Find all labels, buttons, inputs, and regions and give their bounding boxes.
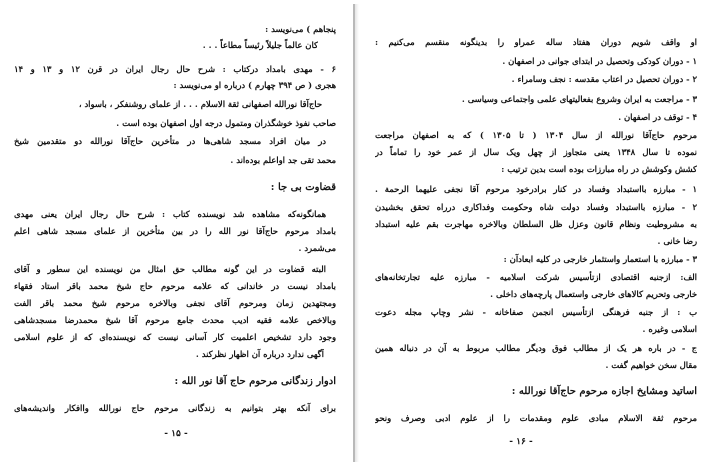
text-line: ۲ - دوران تحصیل در اعتاب مقدسه : نجف وسامراء . xyxy=(511,74,697,84)
text-line: حاج‌آقا نورالله اصفهانی ثقة الاسلام . . . از علمای روشنفکر ، باسواد ، xyxy=(78,99,322,109)
text-line: ۲ - مبارزه بااستبداد وفساد دولت شاه وحکومت وفداکاری درراه تحقق بخشیدن xyxy=(375,202,697,212)
text-line: ۶ - مهدی بامداد درکتاب : شرح حال رجال ایران در قرن ۱۲ و ۱۳ و ۱۴ xyxy=(14,64,336,74)
text-line: برای آنکه بهتر بتوانیم به زندگانی مرحوم حاج نورالله واافکار واندیشه‌های xyxy=(14,403,336,413)
text-line: الف: ازجنبه اقتصادی ازتأسیس شرکت اسلامیه - مبارزه علیه تجارتخانه‌های xyxy=(375,272,697,282)
text-line: کان عالماً جلیلاً رئیساً مطاعاً . . . xyxy=(202,40,318,50)
text-line: هجری ( ص ۳۹۴ چهارم ) درباره او می‌نویسد : xyxy=(173,80,336,90)
text-line: بامداد نیست در خاندانی که علامه مرحوم حاج شیخ محمد باقر استاد فقهاء xyxy=(14,281,336,291)
text-line: ۳ - مراجعت به ایران وشروع بفعالیتهای علمی واجتماعی وسیاسی . xyxy=(461,94,697,104)
text-line: در میان افراد مسجد شاهی‌ها در متأخرین حاج‌آقا نورالله دو متقدمین شیخ xyxy=(14,136,326,146)
text-line: وبالاخص علامه فقیه ادیب محدث جامع مرحوم آقا شیخ محمدرضا مسجدشاهی xyxy=(14,315,336,325)
text-line: ج - در باره هر یک از مطالب فوق ودیگر مطالب مربوط به آن در دنباله همین xyxy=(375,343,697,353)
text-line: محمد تقی جد اواعلم بوده‌اند . xyxy=(230,155,336,165)
text-line: همانگونه‌که مشاهده شد نویسنده کتاب : شرح حال رجال ایران یعنی مهدی xyxy=(14,209,326,219)
text-line: به مشروطیت ونظام قانون وعزل ظل السلطان وبالاخره مهاجرت بقم علیه استبداد xyxy=(375,219,697,229)
text-line: مقال سخن خواهیم گفت . xyxy=(605,360,697,370)
text-line: مرحوم ثقة الاسلام مبادی علوم ومقدمات را از علوم ادبی وصرف ونحو xyxy=(375,413,697,423)
page-16 xyxy=(359,0,712,466)
text-line: مرحوم حاج‌آقا نورالله از سال ۱۳۰۴ ( تا ۱۳۰۵ ) که به اصفهان مراجعت xyxy=(375,130,697,140)
page-number: - ۱۵ - xyxy=(164,429,188,439)
text-line: اسلامی وغیره . xyxy=(642,324,697,334)
text-line: وجود دارد تشخیص اعلمیت کار آسانی نیست که نویسنده‌ای که از علوم اسلامی xyxy=(14,332,336,342)
section-heading: ادوار زندگانی مرحوم حاج آقا نور الله : xyxy=(174,376,336,387)
text-line: صاحب نفوذ خوشگذران ومتمول درجه اول اصفهان بوده است . xyxy=(116,118,336,128)
text-line: ۱ - دوران کودکی وتحصیل در ابتدای جوانی در اصفهان . xyxy=(502,56,697,66)
text-line: رضا خانی . xyxy=(657,236,697,246)
text-line: ومجتهدین زمان ومرحوم آقای نجفی وبالاخره مرحوم شیخ محمد باقر الفت xyxy=(14,298,336,308)
text-line: البته قضاوت در این گونه مطالب حق امثال من نویسنده این سطور و آقای xyxy=(14,264,326,274)
section-heading: اساتید ومشایخ اجازه مرحوم حاج‌آقا نورالله : xyxy=(511,386,697,397)
text-line: خارجی وتحریم کالاهای خارجی واستعمال پارچه‌های داخلی . xyxy=(490,289,697,299)
text-line: او واقف شویم دوران هفتاد ساله عمراو را بدینگونه منقسم می‌کنیم : xyxy=(375,37,697,47)
text-line: ۳ - مبارزه با استعمار واستثمار خارجی در کلیه ابعادآن : xyxy=(503,254,697,264)
text-line: می‌شمرد . xyxy=(298,243,336,253)
text-line: بامداد مرحوم حاج‌آقا نور الله را در بین متأخرین از علمای مسجد شاهی اعلم xyxy=(14,226,336,236)
page-15 xyxy=(0,0,352,466)
text-line: ب : از جنبه فرهنگی ازتأسیس انجمن صفاخانه - نشر وچاپ مجله دعوت xyxy=(375,307,697,317)
text-line: آگهی ندارد درباره آن اظهار نظرکند . xyxy=(195,349,324,359)
section-heading: قضاوت بی جا : xyxy=(270,182,336,193)
text-line: نموده تا سال ۱۳۴۸ یعنی متجاوز از چهل ویک سال از عمر خود را تماماً در xyxy=(375,147,697,157)
text-line: ۱ - مبارزه بااستبداد وفساد در کنار برادرخود مرحوم آقا نجفی علیهما الرحمة . xyxy=(375,184,697,194)
text-line: کشش وکوشش در راه مبارزات بوده است بدین ترتیب : xyxy=(501,164,697,174)
text-line: پنجاهم ) می‌نویسد : xyxy=(265,24,336,34)
page-number: - ۱۶ - xyxy=(509,437,533,447)
text-line: ۴ - توقف در اصفهان . xyxy=(618,112,697,122)
